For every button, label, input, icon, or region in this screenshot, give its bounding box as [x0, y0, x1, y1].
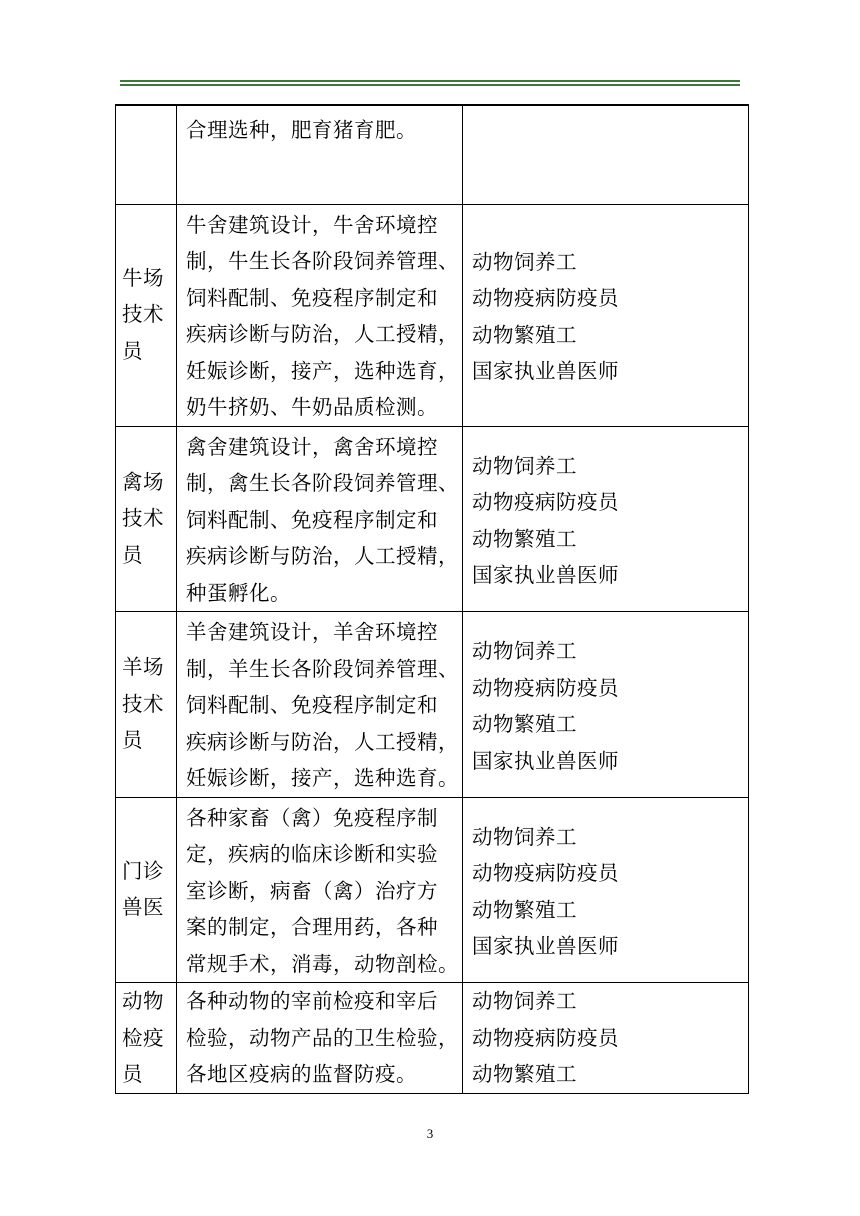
text-line: 制，羊生长各阶段饲养管理、 [186, 656, 459, 681]
certificate-text [463, 798, 748, 965]
text-line: 动物 [122, 989, 164, 1013]
text-line: 禽舍建筑设计，禽舍环境控 [186, 434, 438, 459]
role-text [116, 205, 176, 370]
description-text [177, 205, 462, 426]
role-cell [116, 105, 177, 204]
text-line: 各种动物的宰前检疫和宰后 [186, 989, 438, 1013]
description-text [177, 427, 462, 612]
text-line: 牛舍建筑设计，牛舍环境控 [186, 212, 438, 237]
text-line: 动物繁殖工 [472, 712, 577, 736]
text-line: 动物繁殖工 [472, 322, 577, 347]
text-line: 羊场 [122, 655, 164, 679]
text-line: 动物疫病防疫员 [472, 286, 619, 310]
text-line: 动物饲养工 [472, 453, 577, 478]
description-cell [177, 983, 463, 1094]
text-line: 种蛋孵化。 [186, 580, 291, 605]
text-line: 国家执业兽医师 [472, 359, 619, 383]
role-cell [116, 612, 177, 798]
text-line: 妊娠诊断，接产，选种选育。 [186, 766, 459, 790]
text-line: 员 [122, 542, 143, 567]
text-line: 室诊断，病畜（禽）治疗方 [186, 878, 438, 903]
text-line: 动物繁殖工 [472, 1062, 577, 1086]
table-row [116, 797, 749, 983]
certificate-text [463, 612, 748, 779]
certificate-cell [463, 797, 749, 983]
description-cell [177, 426, 463, 612]
description-text [177, 106, 462, 149]
description-cell [177, 105, 463, 204]
text-line: 动物繁殖工 [472, 526, 577, 551]
text-line: 动物饲养工 [472, 249, 577, 274]
text-line: 定，疾病的临床诊断和实验 [186, 842, 438, 866]
text-line: 员 [122, 338, 143, 363]
text-line: 疾病诊断与防治，人工授精， [186, 729, 459, 754]
text-line: 动物饲养工 [472, 824, 577, 849]
text-line: 各地区疫病的监督防疫。 [186, 1062, 417, 1086]
text-line: 技术 [122, 691, 164, 716]
text-line: 技术 [122, 302, 164, 326]
role-text [116, 427, 176, 574]
text-line: 国家执业兽医师 [472, 748, 619, 773]
text-line: 各种家畜（禽）免疫程序制 [186, 805, 438, 830]
text-line: 门诊 [122, 858, 164, 883]
role-cell [116, 797, 177, 983]
role-cell [116, 426, 177, 612]
text-line: 动物疫病防疫员 [472, 1025, 619, 1050]
text-line: 国家执业兽医师 [472, 563, 619, 587]
text-line: 制，禽生长各阶段饲养管理、 [186, 471, 459, 495]
text-line: 国家执业兽医师 [472, 934, 619, 958]
certificate-cell [463, 105, 749, 204]
text-line: 兽医 [122, 895, 164, 919]
role-cell [116, 204, 177, 426]
role-text [116, 983, 176, 1093]
text-line: 禽场 [122, 469, 164, 494]
text-line: 羊舍建筑设计，羊舍环境控 [186, 620, 438, 644]
table-row [116, 983, 749, 1094]
header-rule-line [120, 80, 740, 82]
role-cell [116, 983, 177, 1094]
text-line: 牛场 [122, 265, 164, 290]
text-line: 动物疫病防疫员 [472, 675, 619, 700]
table-row [116, 105, 749, 204]
text-line: 饲料配制、免疫程序制定和 [186, 507, 438, 532]
description-cell [177, 204, 463, 426]
table-row [116, 426, 749, 612]
text-line: 技术 [122, 506, 164, 530]
description-text [177, 798, 462, 983]
text-line: 合理选种，肥育猪育肥。 [186, 118, 417, 142]
page-number: 3 [426, 1126, 434, 1141]
text-line: 员 [122, 1062, 143, 1086]
text-line: 案的制定，合理用药，各种 [186, 915, 438, 939]
text-line: 员 [122, 728, 143, 752]
text-line: 检疫 [122, 1025, 164, 1050]
text-line: 奶牛挤奶、牛奶品质检测。 [186, 395, 438, 419]
role-text [116, 798, 176, 926]
text-line: 疾病诊断与防治，人工授精， [186, 322, 459, 346]
certificate-text [463, 983, 748, 1093]
text-line: 制，牛生长各阶段饲养管理、 [186, 249, 459, 273]
table-row [116, 612, 749, 798]
header-rule-line [120, 84, 740, 86]
header-rule [120, 80, 740, 86]
certificate-text [463, 205, 748, 390]
text-line: 妊娠诊断，接产，选种选育， [186, 358, 459, 383]
certificate-cell [463, 612, 749, 798]
certificate-cell [463, 983, 749, 1094]
table-row [116, 204, 749, 426]
certificate-cell [463, 204, 749, 426]
certificate-text [463, 427, 748, 594]
text-line: 动物疫病防疫员 [472, 861, 619, 885]
text-line: 疾病诊断与防治，人工授精， [186, 544, 459, 568]
role-text [116, 612, 176, 759]
description-cell [177, 797, 463, 983]
text-line: 饲料配制、免疫程序制定和 [186, 285, 438, 310]
job-table [115, 104, 749, 1094]
text-line: 动物疫病防疫员 [472, 490, 619, 514]
certificate-cell [463, 426, 749, 612]
text-line: 动物繁殖工 [472, 897, 577, 922]
description-cell [177, 612, 463, 798]
text-line: 饲料配制、免疫程序制定和 [186, 693, 438, 717]
text-line: 常规手术，消毒，动物剖检。 [186, 951, 459, 976]
description-text [177, 612, 462, 797]
description-text [177, 983, 462, 1093]
text-line: 动物饲养工 [472, 989, 577, 1013]
text-line: 动物饲养工 [472, 639, 577, 663]
text-line: 检验，动物产品的卫生检验， [186, 1025, 459, 1050]
